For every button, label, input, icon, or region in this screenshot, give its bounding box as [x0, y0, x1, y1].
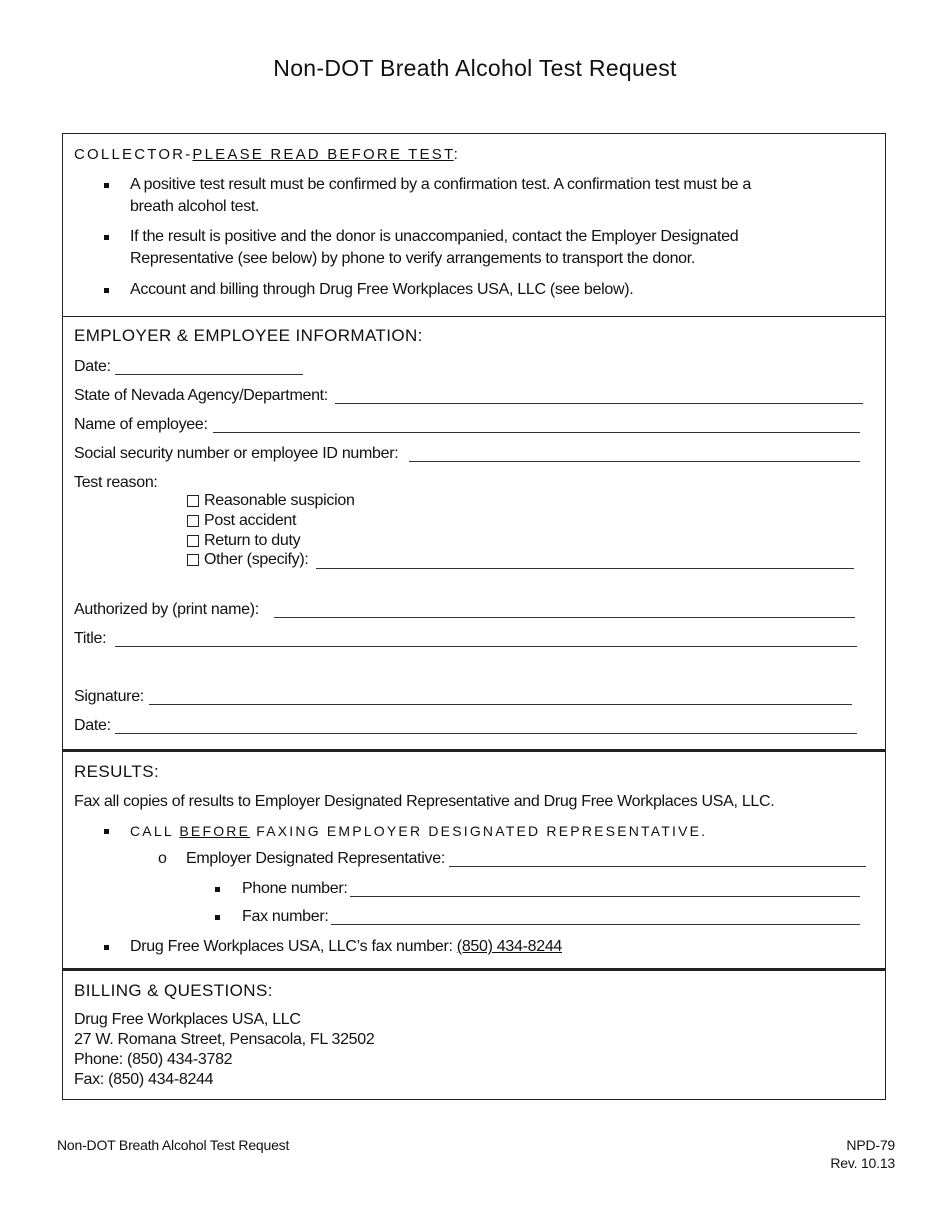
reasonable-suspicion-checkbox[interactable] [187, 495, 199, 507]
billing-address: 27 W. Romana Street, Pensacola, FL 32502 [74, 1031, 375, 1048]
bullet-icon [104, 288, 109, 293]
phone-number-label: Phone number: [242, 880, 348, 897]
date-label: Date: [74, 358, 111, 375]
phone-number-field[interactable] [350, 896, 860, 897]
employee-name-field[interactable] [213, 432, 860, 433]
footer-revision: Rev. 10.13 [830, 1155, 895, 1171]
other-checkbox[interactable] [187, 554, 199, 566]
collector-heading: COLLECTOR-PLEASE READ BEFORE TEST: [74, 146, 461, 163]
agency-label: State of Nevada Agency/Department: [74, 387, 328, 404]
employee-name-label: Name of employee: [74, 416, 208, 433]
collector-bullet-1-line-2: breath alcohol test. [130, 198, 260, 215]
page-title: Non-DOT Breath Alcohol Test Request [273, 55, 677, 81]
section-divider [63, 749, 885, 752]
bullet-icon [104, 829, 109, 834]
footer-form-number: NPD-79 [846, 1137, 895, 1153]
signature-field[interactable] [149, 704, 852, 705]
other-specify-field[interactable] [316, 568, 854, 569]
signature-label: Signature: [74, 688, 144, 705]
bullet-icon [104, 183, 109, 188]
billing-fax: Fax: (850) 434-8244 [74, 1071, 214, 1088]
bullet-icon [215, 887, 220, 892]
title-label: Title: [74, 630, 107, 647]
billing-company: Drug Free Workplaces USA, LLC [74, 1011, 301, 1028]
post-accident-checkbox[interactable] [187, 515, 199, 527]
call-before-instruction: CALL BEFORE FAXING EMPLOYER DESIGNATED REPRESENTATIVE. [130, 823, 708, 839]
return-to-duty-checkbox[interactable] [187, 535, 199, 547]
collector-bullet-3: Account and billing through Drug Free Workplaces USA, LLC (see below). [130, 281, 634, 298]
collector-bullet-2-line-1: If the result is positive and the donor is unaccompanied, contact the Employer Designated [130, 228, 739, 245]
bullet-icon [104, 945, 109, 950]
ssn-label: Social security number or employee ID number: [74, 445, 399, 462]
employer-heading: EMPLOYER & EMPLOYEE INFORMATION: [74, 326, 423, 345]
sub-bullet-marker: o [158, 850, 167, 867]
authorized-by-label: Authorized by (print name): [74, 601, 259, 618]
request-form [62, 133, 886, 1100]
collector-bullet-2-line-2: Representative (see below) by phone to verify arrangements to transport the donor. [130, 250, 696, 267]
dfw-fax-number[interactable]: (850) 434-8244 [456, 938, 563, 955]
results-heading: RESULTS: [74, 762, 160, 781]
ssn-field[interactable] [409, 461, 860, 462]
collector-bullet-1-line-1: A positive test result must be confirmed by a confirmation test. A confirmation test must be a [130, 176, 751, 193]
fax-number-field[interactable] [331, 924, 860, 925]
date2-label: Date: [74, 717, 111, 734]
edr-field[interactable] [449, 866, 866, 867]
return-to-duty-label: Return to duty [204, 532, 301, 549]
post-accident-label: Post accident [204, 512, 297, 529]
agency-field[interactable] [335, 403, 863, 404]
test-reason-label: Test reason: [74, 474, 158, 491]
bullet-icon [215, 915, 220, 920]
billing-phone: Phone: (850) 434-3782 [74, 1051, 233, 1068]
reasonable-suspicion-label: Reasonable suspicion [204, 492, 355, 509]
other-label: Other (specify): [204, 551, 309, 568]
dfw-fax-line: Drug Free Workplaces USA, LLC’s fax number: (850) 434-8244 [130, 938, 563, 955]
title-field[interactable] [115, 646, 857, 647]
fax-number-label: Fax number: [242, 908, 329, 925]
edr-label: Employer Designated Representative: [186, 850, 445, 867]
footer-form-title: Non-DOT Breath Alcohol Test Request [57, 1137, 290, 1153]
bullet-icon [104, 235, 109, 240]
section-divider [63, 316, 885, 317]
results-fax-instruction: Fax all copies of results to Employer Designated Representative and Drug Free Workplaces USA, LLC. [74, 793, 775, 810]
date2-field[interactable] [115, 733, 857, 734]
section-divider [63, 968, 885, 971]
authorized-by-field[interactable] [274, 617, 855, 618]
date-field[interactable] [115, 374, 303, 375]
billing-heading: BILLING & QUESTIONS: [74, 981, 273, 1000]
